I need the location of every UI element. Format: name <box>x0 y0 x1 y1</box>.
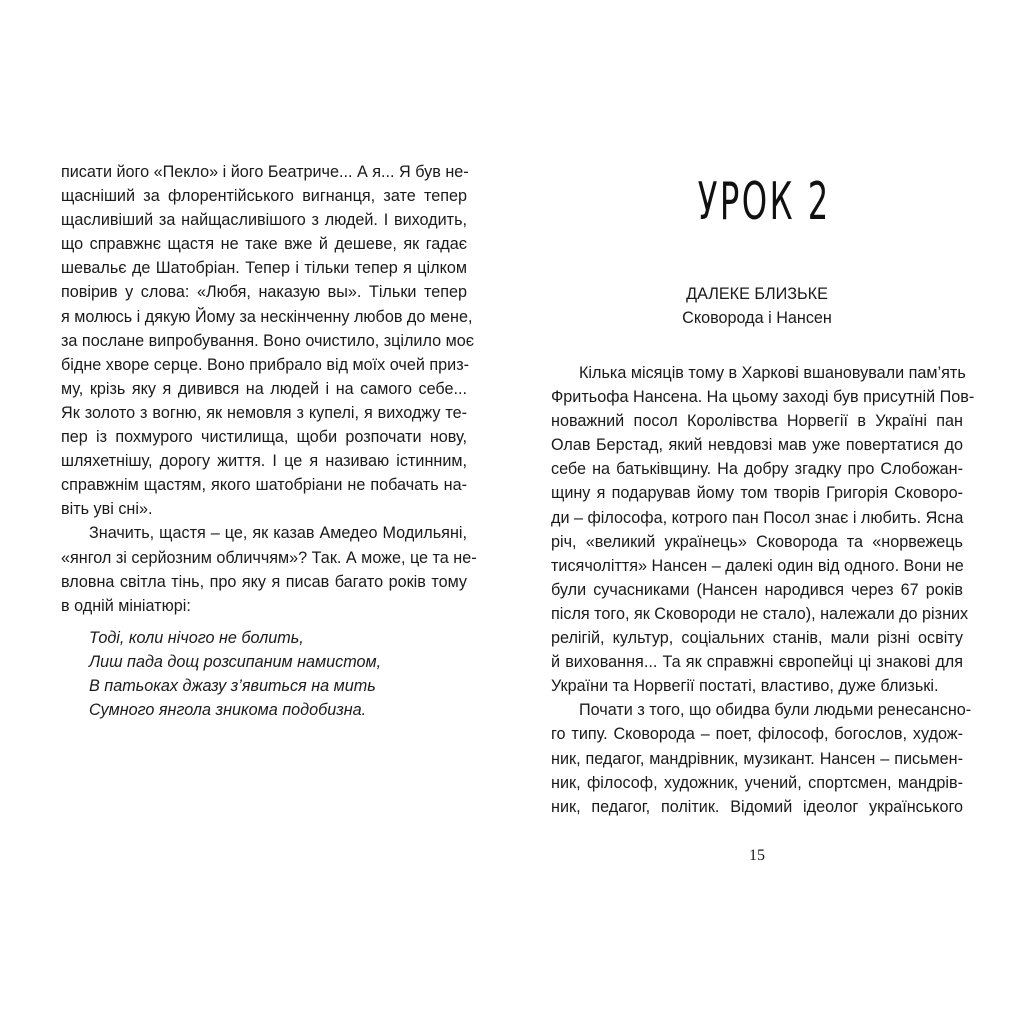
poem-spacer <box>61 618 467 626</box>
right-page-body <box>551 361 975 819</box>
text-line: бідне хворе серце. Воно прибрало від моїх очей приз- <box>61 355 470 374</box>
poem-line: Сумного янгола зникома подобизна. <box>89 701 367 720</box>
text-line: пер із похмурого чистилища, щоби розпочати нову, <box>61 428 467 447</box>
text-line: тисячоліття» Нансен – далекі один від одного. Вони не <box>551 556 964 575</box>
chapter-title: УРОК 2 <box>697 172 831 232</box>
text-line: «янгол зі серйозним обличчям»? Так. А може, це та не- <box>61 548 477 567</box>
text-line: писати його «Пекло» і його Беатриче... А я... Я був не- <box>61 163 469 181</box>
poem-line: Тоді, коли нічого не болить, <box>89 628 304 647</box>
text-line: щасливіший за найщасливішого з людей. І виходить, <box>61 211 467 230</box>
text-line: щасніший за флорентійського вигнанця, зате тепер <box>61 187 467 206</box>
text-line: після того, як Сковороди не стало), належали до різних <box>551 604 969 623</box>
text-line: й виховання... Та як справжні європейці ці знакові для <box>551 653 963 672</box>
text-line: України та Норвегії постаті, властиво, дуже близькі. <box>551 677 939 696</box>
text-line: ди – філософа, котрого пан Посол знає і любить. Ясна <box>551 508 964 527</box>
text-line: ник, філософ, художник, учений, спортсмен, мандрів- <box>551 773 963 792</box>
text-line: ник, педагог, політик. Відомий ідеолог українського <box>551 797 963 816</box>
text-line: Фритьофа Нансена. На цьому заході був присутній Пов- <box>551 388 975 407</box>
text-line: му, крізь яку я дивився на людей і на самого себе... <box>61 379 467 398</box>
text-line: Значить, щастя – це, як казав Амедео Модильяні, <box>89 524 467 543</box>
text-line: Як золото з вогню, як немовля з купелі, я виходжу те- <box>61 403 467 422</box>
left-page-body <box>61 160 477 722</box>
text-line: Кілька місяців тому в Харкові вшановували пам’ять <box>579 364 966 382</box>
text-line: Олав Берстад, який невдовзі мав уже повертатися до <box>551 436 963 455</box>
text-line: я молюсь і дякую Йому за нескінченну любов до мене, <box>61 307 473 326</box>
text-line: в одній мініатюрі: <box>61 596 191 615</box>
text-line: були сучасниками (Нансен народився через 67 років <box>551 580 963 599</box>
text-line: шляхетнішу, дорогу життя. І це я називаю істинним, <box>61 452 467 471</box>
text-line: шевальє де Шатобріан. Тепер і тільки тепер я цілком <box>61 259 467 278</box>
text-line: щину я подарував йому том творів Григорія Сковоро- <box>551 484 963 503</box>
text-line: річ, «великий українець» Сковорода та «норвежець <box>551 532 963 551</box>
text-line: новажний посол Королівства Норвегії в Україні пан <box>551 412 963 431</box>
text-line: справжнім щастям, якого шатобріани не побачать на- <box>61 476 467 495</box>
text-line: Почати з того, що обидва були людьми ренесансно- <box>579 701 972 720</box>
poem-line: Лиш пада дощ розсипаним намистом, <box>89 652 382 671</box>
text-line: за послане випробування. Воно очистило, зцілило моє <box>61 331 474 350</box>
text-line: ник, педагог, мандрівник, музикант. Нансен – письмен- <box>551 749 963 768</box>
page-number: 15 <box>749 847 765 864</box>
text-line: релігій, культур, соціальних станів, мали різні освіту <box>551 629 963 648</box>
text-line: себе на батьківщину. На добру згадку про Слобожан- <box>551 460 963 479</box>
chapter-subtitle-secondary: Сковорода і Нансен <box>682 309 832 327</box>
poem-line: В патьоках джазу з’явиться на мить <box>89 676 376 695</box>
chapter-subtitle: ДАЛЕКЕ БЛИЗЬКЕ <box>686 285 828 303</box>
text-line: вловна світла тінь, про яку я писав багато років тому <box>61 572 467 591</box>
text-line: повірив у слова: «Любя, наказую вы». Тільки тепер <box>61 283 467 302</box>
text-line: віть уві сні». <box>61 500 153 519</box>
text-line: го типу. Сковорода – поет, філософ, богослов, худож- <box>551 725 963 744</box>
text-line: що справжнє щастя не таке вже й дешеве, як гадає <box>61 235 467 254</box>
